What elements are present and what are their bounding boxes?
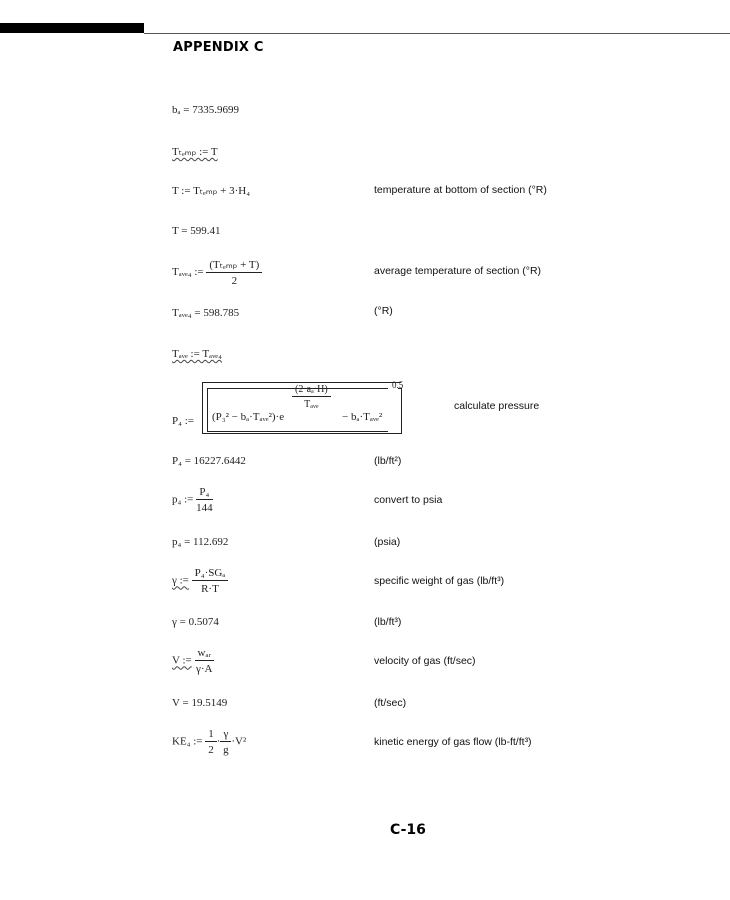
fraction-numerator: wₐᵣ (195, 647, 214, 661)
equation-lhs: KE₄ := (172, 735, 203, 748)
fraction (292, 384, 331, 410)
fraction-numerator: 1 (205, 728, 217, 742)
equation-description: temperature at bottom of section (°R) (374, 184, 547, 196)
equation: γ = 0.5074 (172, 616, 219, 628)
equation-inner: (P₃² − bₐ·Tₐᵥₑ²)·e (212, 411, 285, 423)
fraction-denominator: R·T (201, 583, 219, 595)
equation-tail: ·V² (231, 735, 247, 748)
equation-description: specific weight of gas (lb/ft³) (374, 575, 505, 587)
equation-description: (lb/ft²) (374, 455, 402, 467)
equation-lhs: V := (172, 654, 192, 667)
fraction-numerator: P₄·SGₐ (192, 567, 229, 581)
equation-description: (ft/sec) (374, 697, 407, 709)
fraction (192, 567, 229, 595)
equation-description: kinetic energy of gas flow (lb-ft/ft³) (374, 736, 532, 748)
fraction-numerator: γ (220, 728, 231, 742)
fraction (206, 258, 262, 287)
equation-lhs: γ := (172, 574, 189, 587)
equation (172, 647, 214, 675)
equation (172, 567, 228, 595)
exponent: 0.5 (392, 380, 404, 390)
fraction-denominator: γ·A (196, 663, 213, 675)
equation-description: calculate pressure (454, 400, 540, 412)
equation-row (172, 380, 712, 440)
fraction-denominator: 2 (231, 275, 238, 287)
fraction-numerator: (2·aₐ·H) (292, 384, 331, 397)
equation: Tₜₑₘₚ := T (172, 146, 218, 158)
equation (172, 258, 262, 287)
equation (172, 486, 213, 514)
equation-tail: − bₐ·Tₐᵥₑ² (342, 411, 383, 423)
fraction-denominator: Tₐᵥₑ (304, 399, 319, 410)
equation: Tₐᵥₑ := Tₐᵥₑ₄ (172, 348, 222, 360)
fraction-denominator: 2 (208, 744, 214, 756)
fraction (195, 647, 214, 675)
equation-description: (psia) (374, 536, 401, 548)
header-bar (0, 23, 144, 33)
equation-description: (lb/ft³) (374, 616, 402, 628)
equation: Tₐᵥₑ₄ = 598.785 (172, 307, 240, 319)
equation-lhs: Tₐᵥₑ₄ := (172, 266, 204, 279)
dot-operator: · (216, 735, 221, 748)
equation-lhs: p₄ := (172, 493, 194, 506)
equation (172, 728, 246, 756)
equation-lhs: P₄ := (172, 415, 194, 427)
page-number: C-16 (390, 822, 426, 838)
fraction (220, 728, 231, 756)
equation-description: velocity of gas (ft/sec) (374, 655, 476, 667)
fraction-numerator: (Tₜₑₘₚ + T) (206, 258, 262, 273)
equation: p₄ = 112.692 (172, 536, 229, 548)
fraction-denominator: g (223, 744, 229, 756)
outer-bracket-right (398, 388, 402, 434)
equation: T := Tₜₑₘₚ + 3·H₄ (172, 185, 251, 197)
exponent-fraction (292, 384, 331, 410)
equation-description: convert to psia (374, 494, 443, 506)
fraction (205, 728, 217, 756)
fraction-denominator: 144 (196, 502, 213, 514)
equation: bₐ = 7335.9699 (172, 104, 239, 116)
fraction-numerator: P₄ (196, 486, 213, 500)
fraction (196, 486, 213, 514)
equation: T = 599.41 (172, 225, 221, 237)
equation-description: (°R) (374, 305, 393, 317)
equation: P₄ = 16227.6442 (172, 455, 246, 467)
equation-description: average temperature of section (°R) (374, 265, 542, 277)
equation: V = 19.5149 (172, 697, 228, 709)
header-rule (144, 33, 730, 34)
section-title: APPENDIX C (173, 40, 264, 55)
